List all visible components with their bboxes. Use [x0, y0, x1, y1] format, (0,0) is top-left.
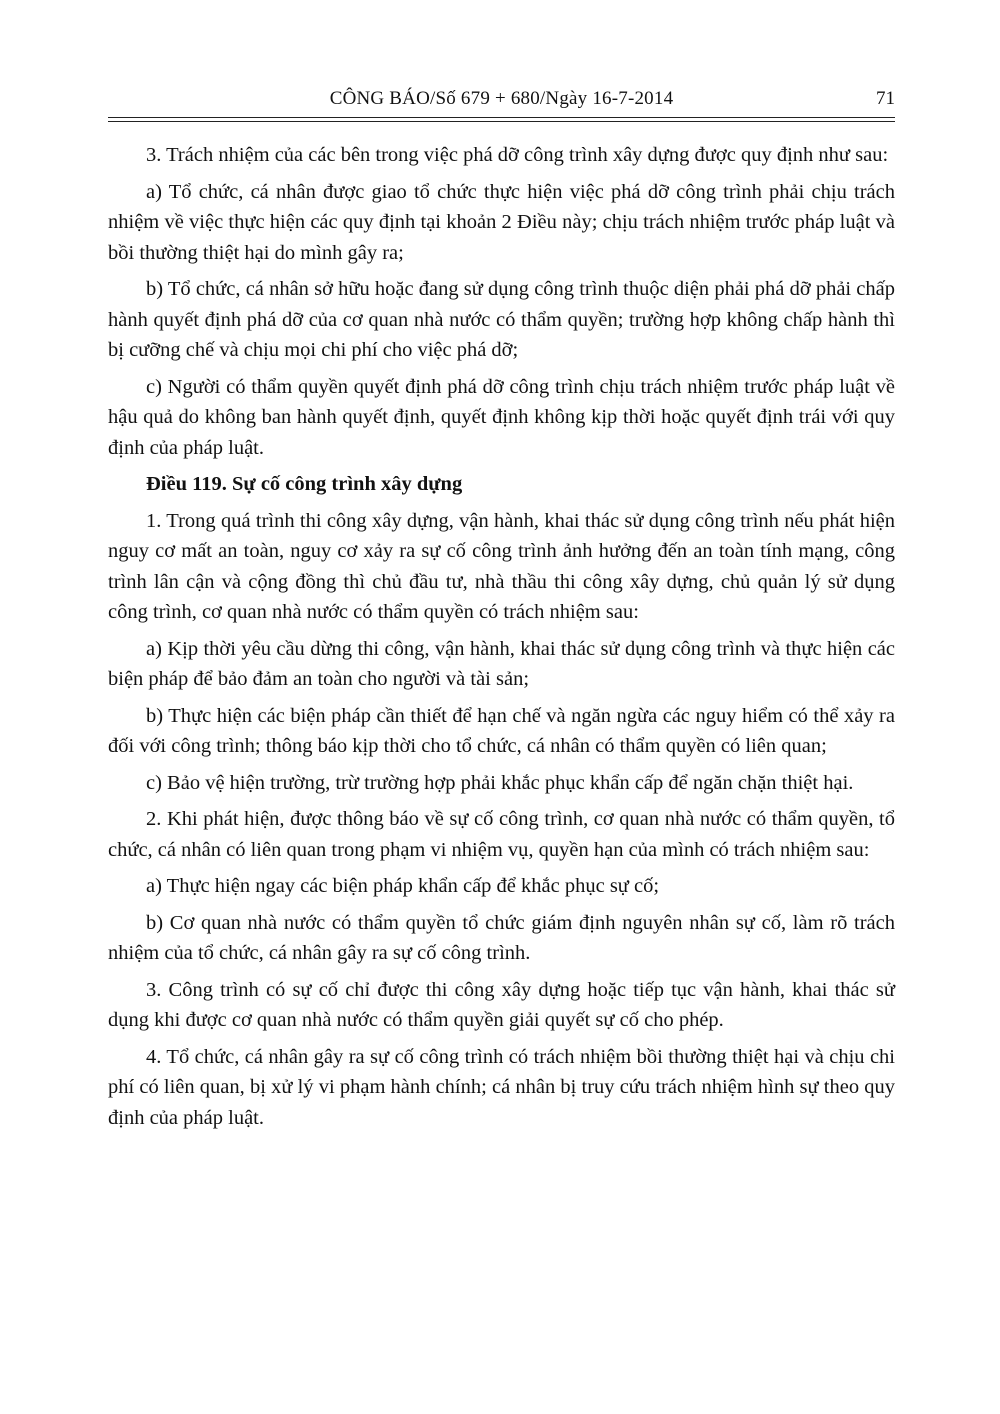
page-header: [108, 88, 895, 114]
paragraph-119-2b: b) Cơ quan nhà nước có thẩm quyền tổ chức giám định nguyên nhân sự cố, làm rõ trách nhiệm của tổ chức, cá nhân gây ra sự cố công trình.: [108, 911, 895, 964]
paragraph-119-1c: c) Bảo vệ hiện trường, trừ trường hợp phải khắc phục khẩn cấp để ngăn chặn thiệt hại.: [146, 771, 854, 794]
paragraph-119-1: 1. Trong quá trình thi công xây dựng, vận hành, khai thác sử dụng công trình nếu phát hiện nguy cơ mất an toàn, nguy cơ xảy ra sự cố công trình ảnh hưởng đến an toàn tính mạng, công trình lân cận và cộng đồng thì chủ đầu tư, nhà thầu thi công xây dựng, chủ quản lý sử dụng công trình, cơ quan nhà nước có thẩm quyền có trách nhiệm sau:: [108, 509, 895, 623]
paragraph-clause-3a: a) Tổ chức, cá nhân được giao tổ chức thực hiện việc phá dỡ công trình phải chịu trách nhiệm về việc thực hiện các quy định tại khoản 2 Điều này; chịu trách nhiệm trước pháp luật và bồi thường thiệt hại do mình gây ra;: [108, 180, 895, 264]
header-rule-bottom: [108, 121, 895, 122]
page-number: 71: [876, 88, 895, 109]
paragraph-clause-3b: b) Tổ chức, cá nhân sở hữu hoặc đang sử dụng công trình thuộc diện phải phá dỡ phải chấp hành quyết định phá dỡ của cơ quan nhà nước có thẩm quyền; trường hợp không chấp hành thì bị cưỡng chế và chịu mọi chi phí cho việc phá dỡ;: [108, 278, 895, 361]
header-title: CÔNG BÁO/Số 679 + 680/Ngày 16-7-2014: [329, 88, 674, 109]
document-body: [108, 140, 895, 1139]
paragraph-119-2: 2. Khi phát hiện, được thông báo về sự cố công trình, cơ quan nhà nước có thẩm quyền, tổ chức, cá nhân có liên quan trong phạm vi nhiệm vụ, quyền hạn của mình có trách nhiệm sau:: [108, 808, 895, 861]
paragraph-119-3: 3. Công trình có sự cố chỉ được thi công xây dựng hoặc tiếp tục vận hành, khai thác sử dụng khi được cơ quan nhà nước có thẩm quyền giải quyết sự cố cho phép.: [108, 978, 895, 1031]
paragraph-119-1b: b) Thực hiện các biện pháp cần thiết để hạn chế và ngăn ngừa các nguy hiểm có thể xảy ra đối với công trình; thông báo kịp thời cho tổ chức, cá nhân có thẩm quyền có liên quan;: [108, 704, 895, 757]
article-119-heading: Điều 119. Sự cố công trình xây dựng: [146, 473, 463, 495]
paragraph-clause-3: 3. Trách nhiệm của các bên trong việc phá dỡ công trình xây dựng được quy định như sau:: [146, 144, 889, 166]
header-rule-top: [108, 117, 895, 118]
paragraph-clause-3c: c) Người có thẩm quyền quyết định phá dỡ công trình chịu trách nhiệm trước pháp luật về hậu quả do không ban hành quyết định, quyết định không kịp thời hoặc quyết định trái với quy định của pháp luật.: [108, 375, 895, 459]
paragraph-119-1a: a) Kịp thời yêu cầu dừng thi công, vận hành, khai thác sử dụng công trình và thực hiện các biện pháp để bảo đảm an toàn cho người và tài sản;: [108, 637, 895, 690]
paragraph-119-4: 4. Tổ chức, cá nhân gây ra sự cố công trình có trách nhiệm bồi thường thiệt hại và chịu chi phí có liên quan, bị xử lý vi phạm hành chính; cá nhân bị truy cứu trách nhiệm hình sự theo quy định của pháp luật.: [108, 1045, 895, 1129]
paragraph-119-2a: a) Thực hiện ngay các biện pháp khẩn cấp để khắc phục sự cố;: [146, 875, 660, 897]
